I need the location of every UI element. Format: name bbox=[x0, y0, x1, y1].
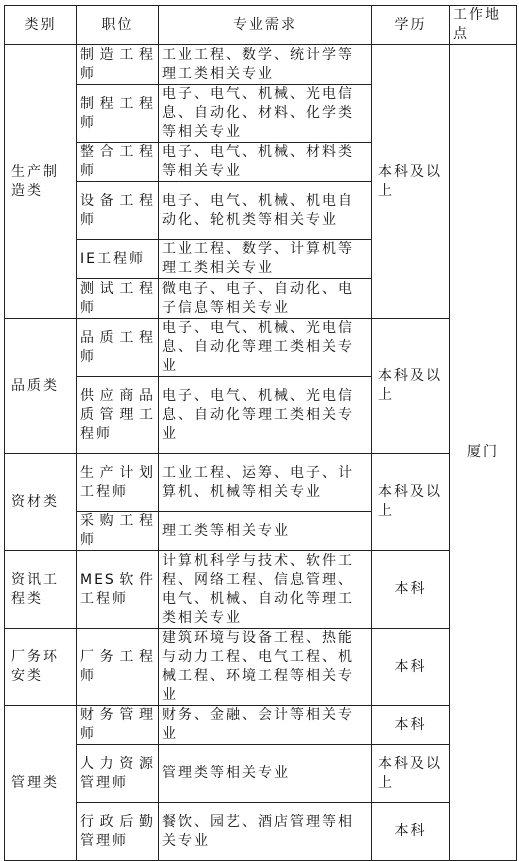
position-cell: 厂务工程师 bbox=[77, 629, 159, 706]
requirement-cell: 微电子、电子、自动化、电子信息等相关专业 bbox=[159, 279, 372, 319]
header-row bbox=[5, 6, 517, 45]
requirement-cell: 电子、电气、机械、材料类等相关专业 bbox=[159, 143, 372, 182]
category-cell: 厂务环安类 bbox=[5, 629, 77, 706]
table-row bbox=[5, 551, 517, 629]
requirement-cell: 管理类等相关专业 bbox=[159, 745, 372, 803]
position-cell: 采购工程师 bbox=[77, 512, 159, 551]
position-cell: 制程工程师 bbox=[77, 85, 159, 143]
requirement-cell: 电子、电气、机械、光电信息、自动化等理工类相关专业 bbox=[159, 377, 372, 454]
position-cell: 财务管理师 bbox=[77, 706, 159, 745]
table-row bbox=[5, 803, 517, 861]
education-cell: 本科 bbox=[372, 629, 450, 706]
position-cell: 测试工程师 bbox=[77, 279, 159, 319]
position-cell: 行政后勤管理师 bbox=[77, 803, 159, 861]
category-cell: 生产制造类 bbox=[5, 45, 77, 319]
requirement-cell: 建筑环境与设备工程、热能与动力工程、电气工程、机械工程、环境工程等相关专业 bbox=[159, 629, 372, 706]
requirement-cell: 理工类等相关专业 bbox=[159, 512, 372, 551]
education-cell: 本科及以上 bbox=[372, 45, 450, 319]
requirement-cell: 电子、电气、机械、光电信息、自动化、材料、化学类等相关专业 bbox=[159, 85, 372, 143]
recruitment-table bbox=[4, 5, 517, 861]
requirement-cell: 餐饮、园艺、酒店管理等相关专业 bbox=[159, 803, 372, 861]
education-cell: 本科 bbox=[372, 551, 450, 629]
requirement-cell: 电子、电气、机械、机电自动化、轮机类等相关专业 bbox=[159, 182, 372, 240]
category-cell: 品质类 bbox=[5, 319, 77, 454]
location-cell: 厦门 bbox=[450, 45, 517, 861]
category-cell: 资材类 bbox=[5, 454, 77, 551]
position-cell: 整合工程师 bbox=[77, 143, 159, 182]
requirement-cell: 电子、电气、机械、光电信息、自动化等理工类相关专业 bbox=[159, 319, 372, 377]
header-category: 类别 bbox=[5, 6, 77, 45]
education-cell: 本科 bbox=[372, 803, 450, 861]
header-requirement: 专业需求 bbox=[159, 6, 372, 45]
header-location: 工作地点 bbox=[450, 6, 517, 45]
position-cell: IE工程师 bbox=[77, 240, 159, 279]
table-row bbox=[5, 629, 517, 706]
requirement-cell: 工业工程、数学、计算机等理工类相关专业 bbox=[159, 240, 372, 279]
position-cell: MES软件工程师 bbox=[77, 551, 159, 629]
table-row bbox=[5, 745, 517, 803]
education-cell: 本科及以上 bbox=[372, 319, 450, 454]
category-cell: 管理类 bbox=[5, 706, 77, 861]
position-cell: 生产计划工程师 bbox=[77, 454, 159, 512]
requirement-cell: 财务、金融、会计等相关专业 bbox=[159, 706, 372, 745]
category-cell: 资讯工程类 bbox=[5, 551, 77, 629]
position-cell: 供应商品质管理工程师 bbox=[77, 377, 159, 454]
header-education: 学历 bbox=[372, 6, 450, 45]
header-position: 职位 bbox=[77, 6, 159, 45]
table-row bbox=[5, 454, 517, 512]
position-cell: 制造工程师 bbox=[77, 45, 159, 85]
requirement-cell: 计算机科学与技术、软件工程、网络工程、信息管理、电气、机械、自动化等理工类相关专业 bbox=[159, 551, 372, 629]
requirement-cell: 工业工程、数学、统计学等理工类相关专业 bbox=[159, 45, 372, 85]
requirement-cell: 工业工程、运筹、电子、计算机、机械等相关专业 bbox=[159, 454, 372, 512]
table-row bbox=[5, 45, 517, 85]
table-row bbox=[5, 319, 517, 377]
education-cell: 本科 bbox=[372, 706, 450, 745]
education-cell: 本科及以上 bbox=[372, 745, 450, 803]
position-cell: 设备工程师 bbox=[77, 182, 159, 240]
position-cell: 品质工程师 bbox=[77, 319, 159, 377]
education-cell: 本科及以上 bbox=[372, 454, 450, 551]
position-cell: 人力资源管理师 bbox=[77, 745, 159, 803]
table-row bbox=[5, 706, 517, 745]
